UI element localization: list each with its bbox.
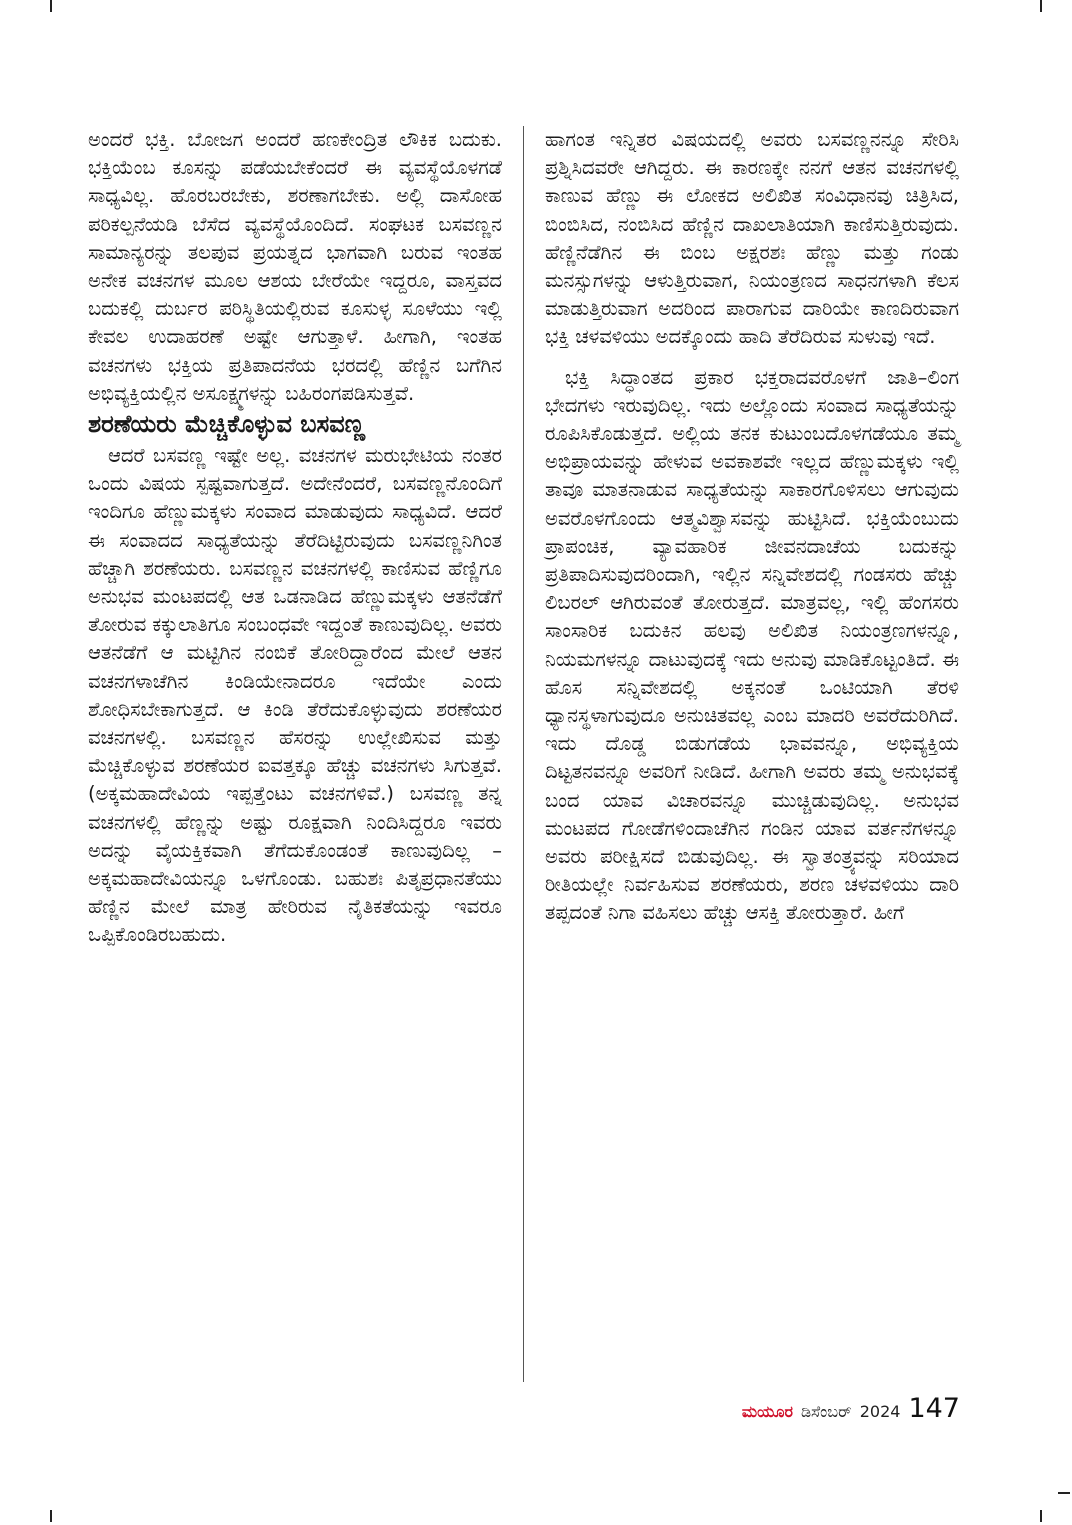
right-column xyxy=(545,126,959,940)
section-heading: ಶರಣೆಯರು ಮೆಚ್ಚಿಕೊಳ್ಳುವ ಬಸವಣ್ಣ xyxy=(88,410,366,439)
left-paragraph-1: ಅಂದರೆ ಭಕ್ತಿ. ಬೋಜಗ ಅಂದರೆ ಹಣಕೇಂದ್ರಿತ ಲೌಕಿಕ ಬದುಕು. ಭಕ್ತಿಯೆಂಬ ಕೂಸನ್ನು ಪಡೆಯಬೇಕೆಂದರೆ ಈ ವ್ಯವಸ್ಥೆಯೊಳಗಡೆ ಸಾಧ್ಯವಿಲ್ಲ. ಹೊರಬರಬೇಕು, ಶರಣಾಗಬೇಕು. ಅಲ್ಲಿ ದಾಸೋಹ ಪರಿಕಲ್ಪನೆಯಡಿ ಬೆಸೆದ ವ್ಯವಸ್ಥೆಯೊಂದಿದೆ. ಸಂಘಟಕ ಬಸವಣ್ಣನ ಸಾಮಾನ್ಯರನ್ನು ತಲಪುವ ಪ್ರಯತ್ನದ ಭಾಗವಾಗಿ ಬರುವ ಇಂತಹ ಅನೇಕ ವಚನಗಳ ಮೂಲ ಆಶಯ ಬೇರೆಯೇ ಇದ್ದರೂ, ವಾಸ್ತವದ ಬದುಕಲ್ಲಿ ದುರ್ಬರ ಪರಿಸ್ಥಿತಿಯಲ್ಲಿರುವ ಕೂಸುಳ್ಳ ಸೂಳೆಯು ಇಲ್ಲಿ ಕೇವಲ ಉದಾಹರಣೆ ಅಷ್ಟೇ ಆಗುತ್ತಾಳೆ. ಹೀಗಾಗಿ, ಇಂತಹ ವಚನಗಳು ಭಕ್ತಿಯ ಪ್ರತಿಪಾದನೆಯ ಭರದಲ್ಲಿ ಹೆಣ್ಣಿನ ಬಗೆಗಿನ ಅಭಿವ್ಯಕ್ತಿಯಲ್ಲಿನ ಅಸೂಕ್ಷ್ಮಗಳನ್ನು ಬಹಿರಂಗಪಡಿಸುತ್ತವೆ. xyxy=(88,128,502,405)
crop-mark-top-right xyxy=(1040,0,1042,12)
page-number: 147 xyxy=(908,1393,960,1424)
column-divider xyxy=(523,126,524,1382)
issue-month: ಡಿಸೆಂಬರ್ xyxy=(800,1402,852,1421)
crop-mark-right-side xyxy=(1058,1492,1070,1494)
magazine-name: ಮಯೂರ xyxy=(741,1402,793,1421)
left-column xyxy=(88,126,502,962)
right-paragraph-2: ಭಕ್ತಿ ಸಿದ್ಧಾಂತದ ಪ್ರಕಾರ ಭಕ್ತರಾದವರೊಳಗೆ ಜಾತಿ–ಲಿಂಗ ಭೇದಗಳು ಇರುವುದಿಲ್ಲ. ಇದು ಅಲ್ಲೊಂದು ಸಂವಾದ ಸಾಧ್ಯತೆಯನ್ನು ರೂಪಿಸಿಕೊಡುತ್ತದೆ. ಅಲ್ಲಿಯ ತನಕ ಕುಟುಂಬದೊಳಗಡೆಯೂ ತಮ್ಮ ಅಭಿಪ್ರಾಯವನ್ನು ಹೇಳುವ ಅವಕಾಶವೇ ಇಲ್ಲದ ಹೆಣ್ಣುಮಕ್ಕಳು ಇಲ್ಲಿ ತಾವೂ ಮಾತನಾಡುವ ಸಾಧ್ಯತೆಯನ್ನು ಸಾಕಾರಗೊಳಿಸಲು ಆಗುವುದು ಅವರೊಳಗೊಂದು ಆತ್ಮವಿಶ್ವಾಸವನ್ನು ಹುಟ್ಟಿಸಿದೆ. ಭಕ್ತಿಯೆಂಬುದು ಪ್ರಾಪಂಚಿಕ, ವ್ಯಾವಹಾರಿಕ ಜೀವನದಾಚೆಯ ಬದುಕನ್ನು ಪ್ರತಿಪಾದಿಸುವುದರಿಂದಾಗಿ, ಇಲ್ಲಿನ ಸನ್ನಿವೇಶದಲ್ಲಿ ಗಂಡಸರು ಹೆಚ್ಚು ಲಿಬರಲ್ ಆಗಿರುವಂತೆ ತೋರುತ್ತದೆ. ಮಾತ್ರವಲ್ಲ, ಇಲ್ಲಿ ಹೆಂಗಸರು ಸಾಂಸಾರಿಕ ಬದುಕಿನ ಹಲವು ಅಲಿಖಿತ ನಿಯಂತ್ರಣಗಳನ್ನೂ, ನಿಯಮಗಳನ್ನೂ ದಾಟುವುದಕ್ಕೆ ಇದು ಅನುವು ಮಾಡಿಕೊಟ್ಟಂತಿದೆ. ಈ ಹೊಸ ಸನ್ನಿವೇಶದಲ್ಲಿ ಅಕ್ಕನಂತೆ ಒಂಟಿಯಾಗಿ ತೆರಳಿ ಧ್ಯಾನಸ್ಥಳಾಗುವುದೂ ಅನುಚಿತವಲ್ಲ ಎಂಬ ಮಾದರಿ ಅವರೆದುರಿಗಿದೆ. ಇದು ದೊಡ್ಡ ಬಿಡುಗಡೆಯ ಭಾವವನ್ನೂ, ಅಭಿವ್ಯಕ್ತಿಯ ದಿಟ್ಟತನವನ್ನೂ ಅವರಿಗೆ ನೀಡಿದೆ. ಹೀಗಾಗಿ ಅವರು ತಮ್ಮ ಅನುಭವಕ್ಕೆ ಬಂದ ಯಾವ ವಿಚಾರವನ್ನೂ ಮುಚ್ಚಿಡುವುದಿಲ್ಲ. ಅನುಭವ ಮಂಟಪದ ಗೋಡೆಗಳಿಂದಾಚೆಗಿನ ಗಂಡಿನ ಯಾವ ವರ್ತನೆಗಳನ್ನೂ ಅವರು ಪರೀಕ್ಷಿಸದೆ ಬಿಡುವುದಿಲ್ಲ. ಈ ಸ್ವಾತಂತ್ರ್ಯವನ್ನು ಸರಿಯಾದ ರೀತಿಯಲ್ಲೇ ನಿರ್ವಹಿಸುವ ಶರಣೆಯರು, ಶರಣ ಚಳವಳಿಯು ದಾರಿ ತಪ್ಪದಂತೆ ನಿಗಾ ವಹಿಸಲು ಹೆಚ್ಚು ಆಸಕ್ತಿ ತೋರುತ್ತಾರೆ. ಹೀಗೆ xyxy=(545,365,959,925)
issue-year: 2024 xyxy=(859,1402,901,1421)
crop-mark-top-left xyxy=(50,0,52,12)
crop-mark-bottom-left xyxy=(50,1510,52,1522)
left-paragraph-2: ಆದರೆ ಬಸವಣ್ಣ ಇಷ್ಟೇ ಅಲ್ಲ. ವಚನಗಳ ಮರುಭೇಟಿಯ ನಂತರ ಒಂದು ವಿಷಯ ಸ್ಪಷ್ಟವಾಗುತ್ತದೆ. ಅದೇನೆಂದರೆ, ಬಸವಣ್ಣನೊಂದಿಗೆ ಇಂದಿಗೂ ಹೆಣ್ಣುಮಕ್ಕಳು ಸಂವಾದ ಮಾಡುವುದು ಸಾಧ್ಯವಿದೆ. ಆದರೆ ಈ ಸಂವಾದದ ಸಾಧ್ಯತೆಯನ್ನು ತೆರೆದಿಟ್ಟಿರುವುದು ಬಸವಣ್ಣನಿಗಿಂತ ಹೆಚ್ಚಾಗಿ ಶರಣೆಯರು. ಬಸವಣ್ಣನ ವಚನಗಳಲ್ಲಿ ಕಾಣಿಸುವ ಹೆಣ್ಣಿಗೂ ಅನುಭವ ಮಂಟಪದಲ್ಲಿ ಆತ ಒಡನಾಡಿದ ಹೆಣ್ಣುಮಕ್ಕಳು ಆತನೆಡೆಗೆ ತೋರುವ ಕಕ್ಕುಲಾತಿಗೂ ಸಂಬಂಧವೇ ಇದ್ದಂತೆ ಕಾಣುವುದಿಲ್ಲ. ಅವರು ಆತನೆಡೆಗೆ ಆ ಮಟ್ಟಿಗಿನ ನಂಬಿಕೆ ತೋರಿದ್ದಾರೆಂದ ಮೇಲೆ ಆತನ ವಚನಗಳಾಚೆಗಿನ ಕಿಂಡಿಯೇನಾದರೂ ಇದೆಯೇ ಎಂದು ಶೋಧಿಸಬೇಕಾಗುತ್ತದೆ. ಆ ಕಿಂಡಿ ತೆರೆದುಕೊಳ್ಳುವುದು ಶರಣೆಯರ ವಚನಗಳಲ್ಲಿ. ಬಸವಣ್ಣನ ಹೆಸರನ್ನು ಉಲ್ಲೇಖಿಸುವ ಮತ್ತು ಮೆಚ್ಚಿಕೊಳ್ಳುವ ಶರಣೆಯರ ಐವತ್ತಕ್ಕೂ ಹೆಚ್ಚು ವಚನಗಳು ಸಿಗುತ್ತವೆ. (ಅಕ್ಕಮಹಾದೇವಿಯ ಇಪ್ಪತ್ತೆಂಟು ವಚನಗಳಿವೆ.) ಬಸವಣ್ಣ ತನ್ನ ವಚನಗಳಲ್ಲಿ ಹೆಣ್ಣನ್ನು ಅಷ್ಟು ರೂಕ್ಷವಾಗಿ ನಿಂದಿಸಿದ್ದರೂ ಇವರು ಅದನ್ನು ವೈಯಕ್ತಿಕವಾಗಿ ತೆಗೆದುಕೊಂಡಂತೆ ಕಾಣುವುದಿಲ್ಲ – ಅಕ್ಕಮಹಾದೇವಿಯನ್ನೂ ಒಳಗೊಂಡು. ಬಹುಶಃ ಪಿತೃಪ್ರಧಾನತೆಯು ಹೆಣ್ಣಿನ ಮೇಲೆ ಮಾತ್ರ ಹೇರಿರುವ ನೈತಿಕತೆಯನ್ನು ಇವರೂ ಒಪ್ಪಿಕೊಂಡಿರಬಹುದು. xyxy=(88,444,503,947)
crop-mark-bottom-right xyxy=(1040,1510,1042,1522)
page-footer xyxy=(742,1393,960,1429)
right-paragraph-1: ಹಾಗಂತ ಇನ್ನಿತರ ವಿಷಯದಲ್ಲಿ ಅವರು ಬಸವಣ್ಣನನ್ನೂ ಸೇರಿಸಿ ಪ್ರಶ್ನಿಸಿದವರೇ ಆಗಿದ್ದರು. ಈ ಕಾರಣಕ್ಕೇ ನನಗೆ ಆತನ ವಚನಗಳಲ್ಲಿ ಕಾಣುವ ಹೆಣ್ಣು ಈ ಲೋಕದ ಅಲಿಖಿತ ಸಂವಿಧಾನವು ಚಿತ್ರಿಸಿದ, ಬಿಂಬಿಸಿದ, ನಂಬಿಸಿದ ಹೆಣ್ಣಿನ ದಾಖಲಾತಿಯಾಗಿ ಕಾಣಿಸುತ್ತಿರುವುದು. ಹೆಣ್ಣಿನೆಡೆಗಿನ ಈ ಬಿಂಬ ಅಕ್ಷರಶಃ ಹೆಣ್ಣು ಮತ್ತು ಗಂಡು ಮನಸ್ಸುಗಳನ್ನು ಆಳುತ್ತಿರುವಾಗ, ನಿಯಂತ್ರಣದ ಸಾಧನಗಳಾಗಿ ಕೆಲಸ ಮಾಡುತ್ತಿರುವಾಗ ಅದರಿಂದ ಪಾರಾಗುವ ದಾರಿಯೇ ಕಾಣದಿರುವಾಗ ಭಕ್ತಿ ಚಳವಳಿಯು ಅದಕ್ಕೊಂದು ಹಾದಿ ತೆರೆದಿರುವ ಸುಳುವು ಇದೆ. xyxy=(545,128,959,349)
